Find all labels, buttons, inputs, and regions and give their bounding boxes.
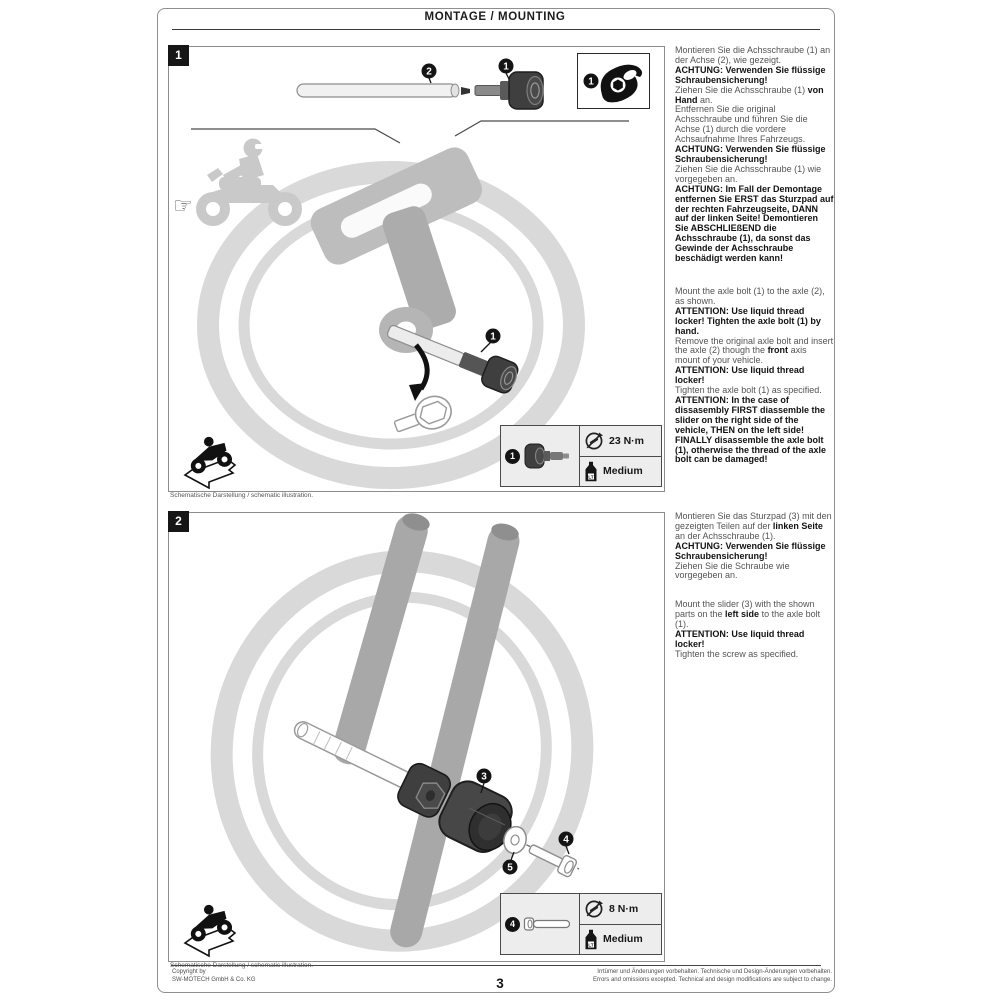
step-2-number: 2 — [168, 511, 189, 532]
svg-text:LT: LT — [588, 943, 594, 949]
svg-text:1: 1 — [503, 61, 509, 73]
thread-locker-bottle-icon — [584, 929, 598, 950]
thread-locker-row-2 — [580, 924, 661, 955]
page-number: 3 — [486, 976, 514, 991]
torque-value-row-2 — [580, 894, 661, 924]
footer-rule — [171, 965, 821, 966]
right-guide-line — [455, 121, 629, 136]
footer-copyright-line1: Copyright by — [172, 969, 206, 975]
step-1-caption: Schematische Darstellung / schematic illustration. — [170, 492, 314, 499]
thread-locker-bottle-icon — [584, 461, 598, 482]
footer-copyright — [172, 969, 256, 984]
svg-text:1: 1 — [588, 76, 594, 88]
step-1-illustration — [169, 47, 662, 489]
torque-value: 23 N·m — [609, 434, 645, 447]
svg-text:1: 1 — [490, 331, 496, 343]
page-title: MONTAGE / MOUNTING — [424, 11, 566, 23]
left-guide-line — [191, 129, 400, 143]
torque-wrench-prohibition-icon — [584, 431, 604, 451]
svg-text:4: 4 — [563, 834, 569, 846]
thread-locker-value-2: Medium — [603, 933, 643, 946]
svg-text:5: 5 — [507, 862, 513, 874]
torque-wrench-prohibition-icon — [584, 899, 604, 919]
motorcycle-direction-icon-2 — [185, 901, 235, 956]
step-1-number: 1 — [168, 45, 189, 66]
hand-tighten-box — [577, 53, 650, 109]
step-1-torque-box — [500, 425, 662, 487]
step-2-caption: Schematische Darstellung / schematic illustration. — [170, 962, 314, 969]
step-2-text-english: Mount the slider (3) with the shown parts on the left side to the axle bolt (1). ATTENTION: Use liquid thread locker! Tighten the screw as specified. — [675, 599, 821, 659]
footer-disclaimer-line1: Irrtümer und Änderungen vorbehalten. Technische und Design-Änderungen vorbehalten. — [597, 969, 832, 975]
axle-bolt-mini-icon — [523, 442, 571, 470]
motorcycle-direction-icon — [185, 433, 235, 488]
torque-value-row — [580, 426, 661, 456]
step-1-text-german: Montieren Sie die Achsschraube (1) an der Achse (2), wie gezeigt. ACHTUNG: Verwenden Sie flüssige Schraubensicherung! Ziehen Sie die Achsschraube (1) von Hand an. Entfernen Sie die original Achsschraube und führen Sie die Achse (1) durch die vordere Achsaufnahme Ihres Fahrzeugs. ACHTUNG: Verwenden Sie flüssige Schraubensicherung! Ziehen Sie die Achsschraube (1) wie vorgegeben an. ACHTUNG: Im Fall der Demontage entfernen Sie ERST das Sturzpad auf der rechten Fahrzeugseite, DANN auf der linken Seite! Demontieren Sie ABSCHLIEßEND die Achsschraube (1), da sonst das Gewinde der Achsschraube beschädigt werden kann! — [675, 45, 834, 264]
pointing-hand-icon: ☞ — [173, 193, 193, 218]
installed-bolt-label-badge — [481, 329, 501, 353]
header-rule — [172, 29, 820, 30]
axle-label-badge — [422, 64, 437, 84]
footer-disclaimer — [593, 969, 832, 984]
motorcycle-front-wheel-icon — [196, 139, 302, 227]
step-1-text-english: Mount the axle bolt (1) to the axle (2), as shown. ATTENTION: Use liquid thread locker! Tighten the axle bolt (1) by hand. Remove the original axle bolt and insert the axle (2) though the front axis mount of your vehicle. ATTENTION: Use liquid thread locker! Tighten the axle bolt (1) as specified. ATTENTION: In the case of dissasembly FIRST diassemble the slider on the right side of the vehicle, THEN on the left side! FINALLY disassemble the axle bolt (1), otherwise the thread of the axle bolt can be damaged! — [675, 286, 834, 465]
torque-item-badge-2: 4 — [505, 917, 520, 932]
footer-copyright-line2: SW-MOTECH GmbH & Co. KG — [172, 976, 256, 983]
hand-tighten-icon — [578, 54, 646, 105]
torque-value-2: 8 N·m — [609, 902, 639, 915]
torque-item-badge: 1 — [505, 449, 520, 464]
step-2-torque-box — [500, 893, 662, 955]
thread-locker-row — [580, 456, 661, 487]
step-2-text-german: Montieren Sie das Sturzpad (3) mit den gezeigten Teilen auf der linken Seite an der Achsschraube (1). ACHTUNG: Verwenden Sie flüssige Schraubensicherung! Ziehen Sie die Schraube wie vorgegeben an. — [675, 511, 832, 581]
step-1-torque-part-cell — [501, 426, 580, 486]
screw-mini-icon — [523, 916, 573, 932]
svg-text:3: 3 — [481, 771, 487, 783]
thread-locker-value: Medium — [603, 465, 643, 478]
footer-disclaimer-line2: Errors and omissions excepted. Technical and design modifications are subject to change. — [592, 976, 832, 983]
svg-text:LT: LT — [588, 475, 594, 481]
axle-part-drawing — [297, 84, 470, 97]
step-2-torque-part-cell — [501, 894, 580, 954]
svg-text:2: 2 — [426, 66, 432, 78]
